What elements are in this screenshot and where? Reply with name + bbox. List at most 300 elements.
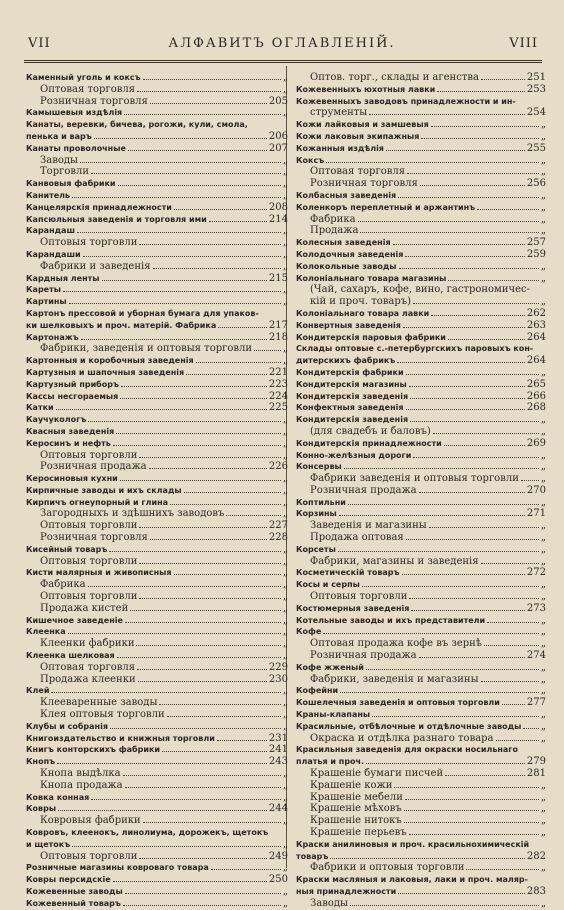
dot-leader: [487, 615, 539, 623]
page-ref: „: [282, 567, 288, 579]
index-entry: [296, 414, 546, 426]
index-entry: [296, 426, 546, 438]
entry-title: Кофе: [296, 627, 322, 637]
index-entry: [296, 827, 546, 839]
index-entry: [26, 131, 288, 143]
index-entry: [26, 839, 288, 851]
index-entry: [296, 119, 546, 131]
page-ref: „: [540, 591, 546, 603]
entry-title: Краски анилиновыя и проч. красильнохимическій: [296, 839, 530, 849]
index-entry: [296, 332, 546, 344]
page-ref: 214: [268, 213, 288, 225]
page-ref: „: [540, 720, 546, 732]
entry-title: Колесныя заведенія: [296, 238, 391, 248]
entry-title: Картонажъ: [26, 332, 79, 342]
dot-leader: [218, 320, 267, 328]
index-entry: [26, 225, 288, 237]
page-ref: 225: [268, 402, 288, 414]
index-entry: [26, 308, 288, 320]
entry-title: Кожевенныхъ юхотныя лавки: [296, 84, 436, 94]
page-title: АЛФАВИТЪ ОГЛАВЛЕНІЙ.: [168, 36, 396, 51]
index-entry: [296, 178, 546, 190]
entry-title: Крашеніе бумаги писчей: [310, 768, 444, 780]
page-ref: „: [282, 709, 288, 721]
dot-leader: [448, 273, 538, 281]
page-ref: „: [540, 673, 546, 685]
dot-leader: [410, 391, 525, 399]
index-entry: [26, 768, 288, 780]
index-entry: [26, 756, 288, 768]
index-entry: [26, 815, 288, 827]
dot-leader: [63, 284, 281, 292]
index-entry: [26, 214, 288, 226]
dot-leader: [431, 308, 525, 316]
page-ref: 251: [526, 72, 546, 83]
page-ref: 274: [526, 650, 546, 662]
index-entry: [26, 733, 288, 745]
dot-leader: [466, 862, 538, 870]
entry-title: Оптовая торговля: [310, 166, 405, 178]
entry-title: Консервы: [296, 462, 342, 472]
entry-title: Канитель: [26, 190, 71, 200]
index-entry: [26, 650, 288, 662]
entry-title: Конно-желѣзныя дороги: [296, 450, 412, 460]
index-entry: [296, 792, 546, 804]
index-entry: [296, 485, 546, 497]
page-ref: 207: [268, 142, 288, 154]
page-ref: „: [282, 626, 288, 638]
page-ref: 223: [268, 378, 288, 390]
page-ref: 231: [268, 732, 288, 744]
entry-title: Красильные, отбѣлочные и отдѣлочные заводы: [296, 721, 522, 731]
dot-leader: [445, 768, 525, 776]
index-entry: [26, 662, 288, 674]
dot-leader: [77, 225, 281, 233]
index-entry: [296, 473, 546, 485]
entry-title: Камышевыя издѣлія: [26, 108, 123, 118]
entry-title: Кнопъ: [26, 757, 56, 767]
dot-leader: [344, 461, 539, 469]
index-entry: [296, 567, 546, 579]
dot-leader: [413, 450, 538, 458]
page-ref: 205: [268, 95, 288, 107]
index-entry: [296, 721, 546, 733]
dot-leader: [72, 839, 281, 847]
dot-leader: [139, 520, 267, 528]
index-entry: [26, 874, 288, 886]
page-ref: „: [540, 709, 546, 721]
index-entry: [26, 143, 288, 155]
dot-leader: [419, 485, 525, 493]
index-entry: [296, 379, 546, 391]
page-ref: „: [282, 437, 288, 449]
dot-leader: [116, 426, 281, 434]
dot-leader: [413, 296, 539, 304]
page-ref: „: [540, 532, 546, 544]
entry-title: Розничная торговля: [310, 178, 418, 190]
entry-title: Клеенка: [26, 627, 66, 637]
entry-title: Оптовая торговля: [40, 83, 135, 95]
entry-title: Кожевенные заводы: [26, 886, 123, 896]
page-ref: „: [282, 720, 288, 732]
page-ref: 259: [526, 248, 546, 260]
dot-leader: [150, 532, 267, 540]
page-ref: „: [282, 697, 288, 709]
index-entry: [296, 603, 546, 615]
entry-title: Катки: [26, 403, 54, 413]
dot-leader: [217, 733, 267, 741]
entry-title: Канаты проволочные: [26, 143, 126, 153]
page-ref: „: [282, 343, 288, 355]
entry-title: Картузныя и шапочныя заведенія: [26, 367, 185, 377]
dot-leader: [405, 792, 539, 800]
index-entry: [296, 520, 546, 532]
entry-title: кій и проч. товаръ): [310, 296, 412, 308]
dot-leader: [386, 143, 525, 151]
page-ref: „: [540, 543, 546, 555]
dot-leader: [123, 898, 281, 906]
entry-title: Канаты, веревки, бичева, рогожи, кули, смола,: [26, 120, 248, 130]
index-entry: [296, 497, 546, 509]
page-ref: „: [540, 779, 546, 791]
page-ref: 241: [268, 744, 288, 756]
page-ref: „: [540, 225, 546, 237]
entry-title: Розничная торговля: [40, 95, 148, 107]
dot-leader: [403, 320, 525, 328]
page-ref: „: [282, 591, 288, 603]
index-entry: [296, 284, 546, 296]
index-entry: [296, 862, 546, 874]
entry-title: Фабрики, заведенія и магазины: [310, 673, 479, 685]
dot-leader: [444, 438, 525, 446]
index-entry: [296, 190, 546, 202]
dot-leader: [125, 780, 281, 788]
page-ref: 230: [268, 673, 288, 685]
entry-title: Крашеніе нитокъ: [310, 815, 402, 827]
dot-leader: [405, 249, 525, 257]
entry-title: Колоніальнаго товара лавки: [296, 308, 430, 318]
page-ref: „: [282, 72, 288, 83]
page-ref: „: [540, 272, 546, 284]
index-entry: [296, 815, 546, 827]
page-ref: „: [282, 296, 288, 308]
index-column-left: [26, 72, 288, 910]
index-entry: [26, 886, 288, 898]
dot-leader: [250, 120, 286, 127]
entry-title: Фабрики заведенія и оптовыя торговли: [310, 473, 519, 485]
index-entry: [296, 756, 546, 768]
entry-title: Котельные заводы и ихъ представители: [296, 615, 486, 625]
dot-leader: [167, 709, 281, 717]
page-ref: „: [282, 154, 288, 166]
entry-title: Колбасныя заведенія: [296, 190, 397, 200]
index-entry: [296, 438, 546, 450]
dot-leader: [121, 379, 267, 387]
entry-title: Склады оптовые с.-петербургскихъ паровыхъ кон-: [296, 344, 534, 354]
dot-leader: [128, 143, 267, 151]
entry-title: Розничная продажа: [310, 650, 417, 662]
dot-leader: [409, 379, 525, 387]
entry-title: Колокольные заводы: [296, 261, 397, 271]
entry-title: Костюмерныя заведенія: [296, 603, 410, 613]
entry-title: Оптовая продажа кофе въ зернѣ: [310, 638, 482, 650]
index-entry: [26, 119, 288, 131]
index-entry: [26, 320, 288, 332]
dot-leader: [429, 520, 539, 528]
entry-title: Ковровъ, клеенокъ, линолиума, дорожекъ, щетокъ: [26, 828, 269, 837]
dot-leader: [72, 190, 281, 198]
entry-title: Колоніальнаго товара магазины: [296, 273, 447, 283]
dot-leader: [409, 827, 539, 835]
index-entry: [26, 379, 288, 391]
dot-leader: [437, 84, 525, 92]
page-ref: „: [540, 473, 546, 485]
page-ref: 226: [268, 461, 288, 473]
index-entry: [296, 308, 546, 320]
entry-title: Кондитерскія заведенія: [296, 415, 409, 425]
index-entry: [26, 567, 288, 579]
page-ref: „: [282, 791, 288, 803]
index-entry: [296, 556, 546, 568]
dot-leader: [211, 862, 281, 870]
dot-leader: [226, 508, 280, 516]
page-ref: „: [540, 791, 546, 803]
page-ref: 206: [268, 130, 288, 142]
entry-title: Ковровыя фабрики: [40, 815, 141, 827]
dot-leader: [83, 249, 281, 257]
page-ref: 253: [526, 83, 546, 95]
index-entry: [296, 391, 546, 403]
page-ref: „: [540, 555, 546, 567]
entry-title: Оптовыя торговли: [310, 591, 408, 603]
index-entry: [26, 674, 288, 686]
page-ref: „: [282, 260, 288, 272]
entry-title: Оптовыя торговли: [40, 850, 138, 862]
dot-leader: [521, 473, 539, 481]
page-ref: 263: [526, 319, 546, 331]
dot-leader: [520, 745, 544, 752]
entry-title: Продажа кистей: [40, 602, 129, 614]
entry-title: Книгоиздательство и книжныя торговли: [26, 733, 215, 743]
dot-leader: [448, 332, 525, 340]
index-entry: [296, 685, 546, 697]
index-entry: [26, 367, 288, 379]
dot-leader: [113, 874, 267, 882]
dot-leader: [419, 650, 525, 658]
entry-title: Кожевенный товаръ: [26, 898, 121, 908]
index-entry: [26, 615, 288, 627]
page-ref: 265: [526, 378, 546, 390]
dot-leader: [496, 733, 539, 741]
page-ref: „: [282, 484, 288, 496]
page-ref: „: [540, 425, 546, 437]
dot-leader: [56, 402, 267, 410]
page-ref: „: [282, 779, 288, 791]
entry-title: Косы и серпы: [296, 580, 360, 590]
entry-title: Корсеты: [296, 544, 336, 554]
page-ref: „: [282, 284, 288, 296]
page-ref: „: [540, 579, 546, 591]
entry-title: Кондитерскія заведенія: [296, 391, 409, 401]
index-entry: [296, 851, 546, 863]
dot-leader: [397, 355, 525, 363]
page-ref: „: [282, 225, 288, 237]
header-rule: [24, 60, 542, 61]
dot-leader: [431, 119, 539, 127]
dot-leader: [372, 709, 539, 717]
dot-leader: [348, 497, 539, 505]
entry-title: Оптовая торговля: [40, 661, 135, 673]
entry-title: Оптов. торг., склады и агенства: [310, 72, 479, 83]
dot-leader: [398, 190, 539, 198]
entry-title: Заведенія и магазины: [310, 520, 427, 532]
entry-title: Каменный уголь и коксъ: [26, 73, 141, 82]
index-entry: [296, 261, 546, 273]
index-entry: [26, 284, 288, 296]
index-entry: [26, 273, 288, 285]
index-entry: [296, 131, 546, 143]
index-entry: [26, 84, 288, 96]
entry-title: Кофе жженый: [296, 662, 364, 672]
page-ref: „: [282, 579, 288, 591]
dot-leader: [340, 685, 539, 693]
entry-title: Загородныхъ и здѣшнихъ заводовъ: [40, 508, 225, 520]
entry-title: Оптовыя торговли: [40, 237, 138, 249]
dot-leader: [532, 285, 544, 292]
entry-title: Заводы: [310, 897, 348, 909]
page-ref: „: [282, 838, 288, 850]
dot-leader: [81, 332, 267, 340]
page-ref: „: [282, 685, 288, 697]
entry-title: Продажа клеенки: [40, 673, 136, 685]
entry-title: Клей: [26, 686, 50, 696]
dot-leader: [406, 532, 539, 540]
entry-title: Квасныя заведенія: [26, 426, 115, 436]
entry-title: Фабрики и оптовыя торговли: [310, 862, 465, 874]
index-entry: [296, 744, 546, 756]
page-ref: „: [540, 366, 546, 378]
entry-title: Крашеніе кожи: [310, 779, 393, 791]
entry-title: Клеенки фабрики: [40, 638, 135, 650]
entry-title: Керосинъ и нефть: [26, 438, 111, 448]
dot-leader: [137, 662, 267, 670]
dot-leader: [120, 391, 267, 399]
entry-title: Кисти малярныя и живописныя: [26, 568, 172, 578]
entry-title: Коптильни: [296, 497, 346, 507]
entry-title: Кондитерскія паровыя фабрики: [296, 332, 446, 342]
dot-leader: [338, 544, 539, 552]
entry-title: Торговли: [40, 166, 89, 178]
index-entry: [296, 214, 546, 226]
entry-title: Розничная продажа: [40, 461, 147, 473]
index-entry: [26, 155, 288, 167]
index-entry: [26, 827, 288, 839]
dot-leader: [433, 426, 539, 434]
index-entry: [296, 626, 546, 638]
dot-leader: [350, 898, 539, 906]
page-ref: „: [282, 496, 288, 508]
page-ref: „: [282, 237, 288, 249]
page-ref: „: [282, 178, 288, 190]
index-entry: [26, 426, 288, 438]
dot-leader: [393, 237, 525, 245]
dot-leader: [411, 603, 525, 611]
page-ref: „: [282, 425, 288, 437]
dot-leader: [261, 309, 286, 316]
entry-title: Кондитерскія фабрики: [296, 367, 404, 377]
dot-leader: [404, 803, 539, 811]
page-ref: „: [540, 614, 546, 626]
entry-title: Крашеніе мѣховъ: [310, 803, 402, 815]
entry-title: Розничная торговля: [40, 532, 148, 544]
entry-title: Ковры: [26, 804, 57, 814]
index-entry: [296, 544, 546, 556]
page-ref: „: [282, 638, 288, 650]
index-entry: [26, 532, 288, 544]
index-entry: [26, 497, 288, 509]
index-entry: [296, 803, 546, 815]
index-entry: [296, 320, 546, 332]
entry-title: Корзины: [296, 509, 337, 519]
dot-leader: [170, 497, 281, 505]
dot-leader: [113, 438, 281, 446]
entry-title: Кардныя ленты: [26, 273, 100, 283]
entry-title: и щетокъ: [26, 839, 71, 849]
index-entry: [296, 237, 546, 249]
dot-leader: [110, 721, 281, 729]
entry-title: Крашеніе перьевъ: [310, 827, 407, 838]
dot-leader: [123, 768, 281, 776]
page-ref: „: [540, 685, 546, 697]
page-ref: 218: [268, 331, 288, 343]
page-ref: 282: [526, 850, 546, 862]
index-entry: [26, 391, 288, 403]
entry-title: Кисейный товаръ: [26, 544, 108, 554]
page-ref: „: [540, 661, 546, 673]
dot-leader: [535, 344, 544, 351]
entry-title: Коксъ: [296, 155, 325, 165]
page-ref: „: [540, 827, 546, 838]
entry-title: Фабрики, магазины и заведенія: [310, 555, 479, 567]
page-ref: „: [540, 154, 546, 166]
entry-title: Розничные магазины ковроваго товара: [26, 863, 209, 873]
page-ref: 270: [526, 484, 546, 496]
dot-leader: [149, 461, 267, 469]
dot-leader: [394, 780, 538, 788]
entry-title: Кассы несгораемыя: [26, 391, 119, 401]
entry-title: Керосиновыя кухни: [26, 474, 118, 484]
dot-leader: [184, 485, 281, 493]
dot-leader: [481, 72, 525, 80]
dot-leader: [139, 450, 280, 458]
page-ref: „: [282, 355, 288, 367]
index-entry: [26, 638, 288, 650]
index-entry: [296, 662, 546, 674]
dot-leader: [139, 237, 280, 245]
entry-title: Колодочныя заведенія: [296, 249, 404, 259]
page-ref: „: [540, 260, 546, 272]
dot-leader: [159, 697, 280, 705]
dot-leader: [139, 851, 267, 859]
entry-title: Кирпичные заводы и ихъ склады: [26, 485, 182, 495]
dot-leader: [421, 131, 538, 139]
index-entry: [296, 107, 546, 119]
index-entry: [26, 603, 288, 615]
index-entry: [26, 851, 288, 863]
entry-title: Красильныя заведенія для окраски носильнаго: [296, 745, 518, 755]
dot-leader: [120, 473, 281, 481]
entry-title: дитерскихъ фабрикъ: [296, 356, 396, 366]
